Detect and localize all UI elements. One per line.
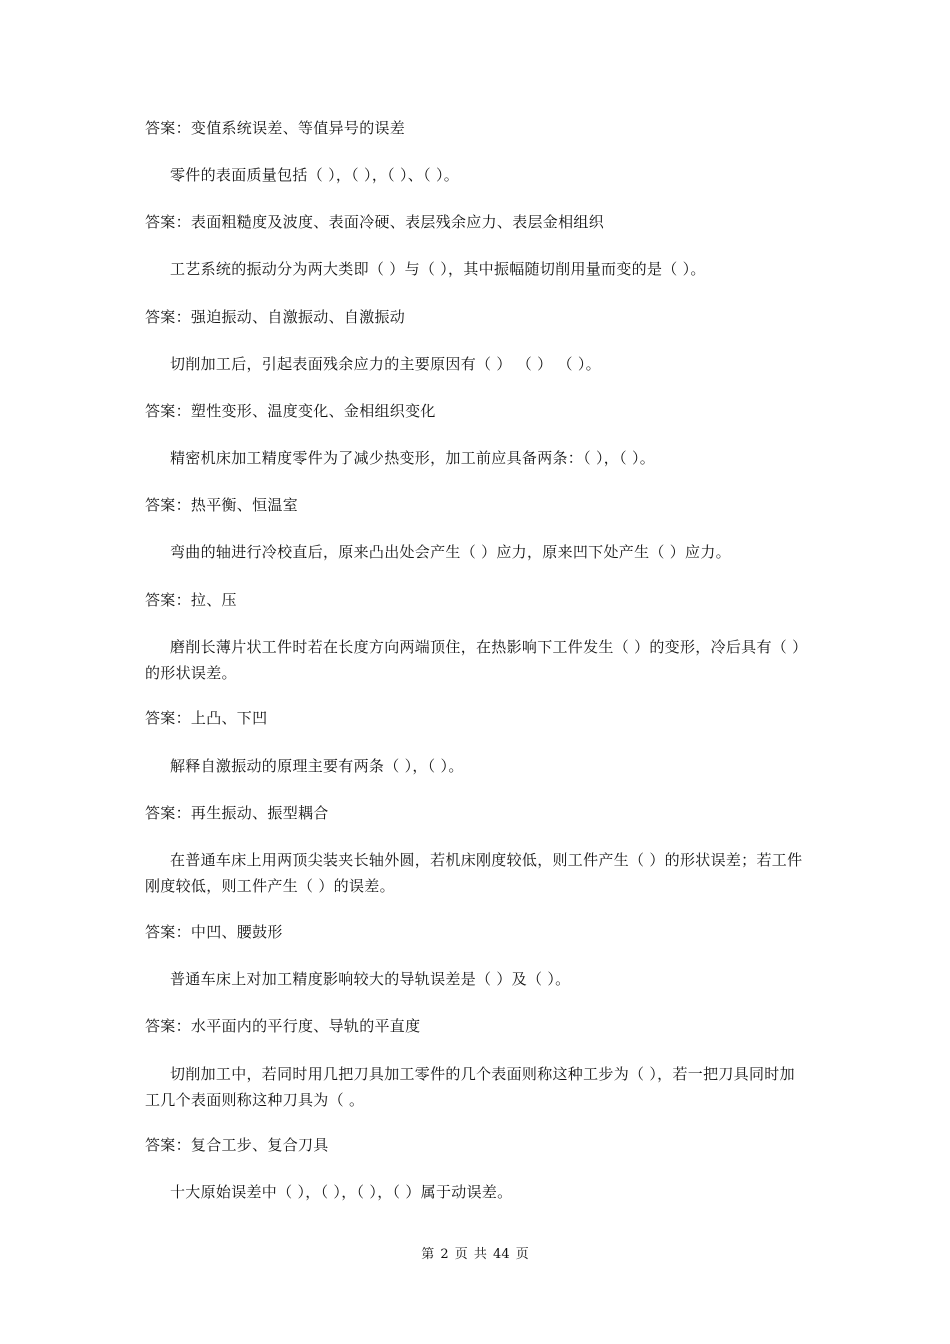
answer-line: 答案：再生振动、振型耦合 <box>145 804 329 822</box>
question-line: 弯曲的轴进行冷校直后，原来凸出处会产生（ ）应力，原来凹下处产生（ ）应力。 <box>170 543 731 561</box>
answer-line: 答案：水平面内的平行度、导轨的平直度 <box>145 1017 421 1035</box>
answer-line: 答案：变值系统误差、等值异号的误差 <box>145 119 406 137</box>
answer-line: 答案：上凸、下凹 <box>145 709 268 727</box>
answer-line: 答案：强迫振动、自激振动、自激振动 <box>145 308 406 326</box>
question-paragraph: 在普通车床上用两顶尖装夹长轴外圆，若机床刚度较低，则工件产生（ ）的形状误差；若工件刚度较低，则工件产生（ ）的误差。 <box>145 851 803 895</box>
question-line: 普通车床上对加工精度影响较大的导轨误差是（ ）及（ ）。 <box>170 970 571 988</box>
page-number-footer: 第 2 页 共 44 页 <box>421 1247 529 1262</box>
question-paragraph: 磨削长薄片状工件时若在长度方向两端顶住，在热影响下工件发生（ ）的变形，冷后具有（ ）的形状误差。 <box>145 638 808 682</box>
answer-line: 答案：表面粗糙度及波度、表面冷硬、表层残余应力、表层金相组织 <box>145 213 605 231</box>
question-line: 解释自激振动的原理主要有两条（ ），（ ）。 <box>170 757 464 775</box>
question-line: 零件的表面质量包括（ ），（ ），（ ）、（ ）。 <box>170 166 460 184</box>
answer-line: 答案：中凹、腰鼓形 <box>145 923 283 941</box>
question-line: 十大原始误差中（ ），（ ），（ ），（ ）属于动误差。 <box>170 1183 513 1201</box>
answer-line: 答案：热平衡、恒温室 <box>145 496 299 514</box>
question-line: 精密机床加工精度零件为了减少热变形，加工前应具备两条：（ ），（ ）。 <box>170 449 656 467</box>
answer-line: 答案：拉、压 <box>145 591 237 609</box>
question-line: 切削加工后，引起表面残余应力的主要原因有（ ） （ ） （ ）。 <box>170 355 601 373</box>
answer-line: 答案：塑性变形、温度变化、金相组织变化 <box>145 402 436 420</box>
question-paragraph: 切削加工中，若同时用几把刀具加工零件的几个表面则称这种工步为（ ），若一把刀具同时加工几个表面则称这种刀具为（ 。 <box>145 1065 795 1109</box>
question-line: 工艺系统的振动分为两大类即（ ）与（ ），其中振幅随切削用量而变的是（ ）。 <box>170 260 706 278</box>
answer-line: 答案：复合工步、复合刀具 <box>145 1136 329 1154</box>
